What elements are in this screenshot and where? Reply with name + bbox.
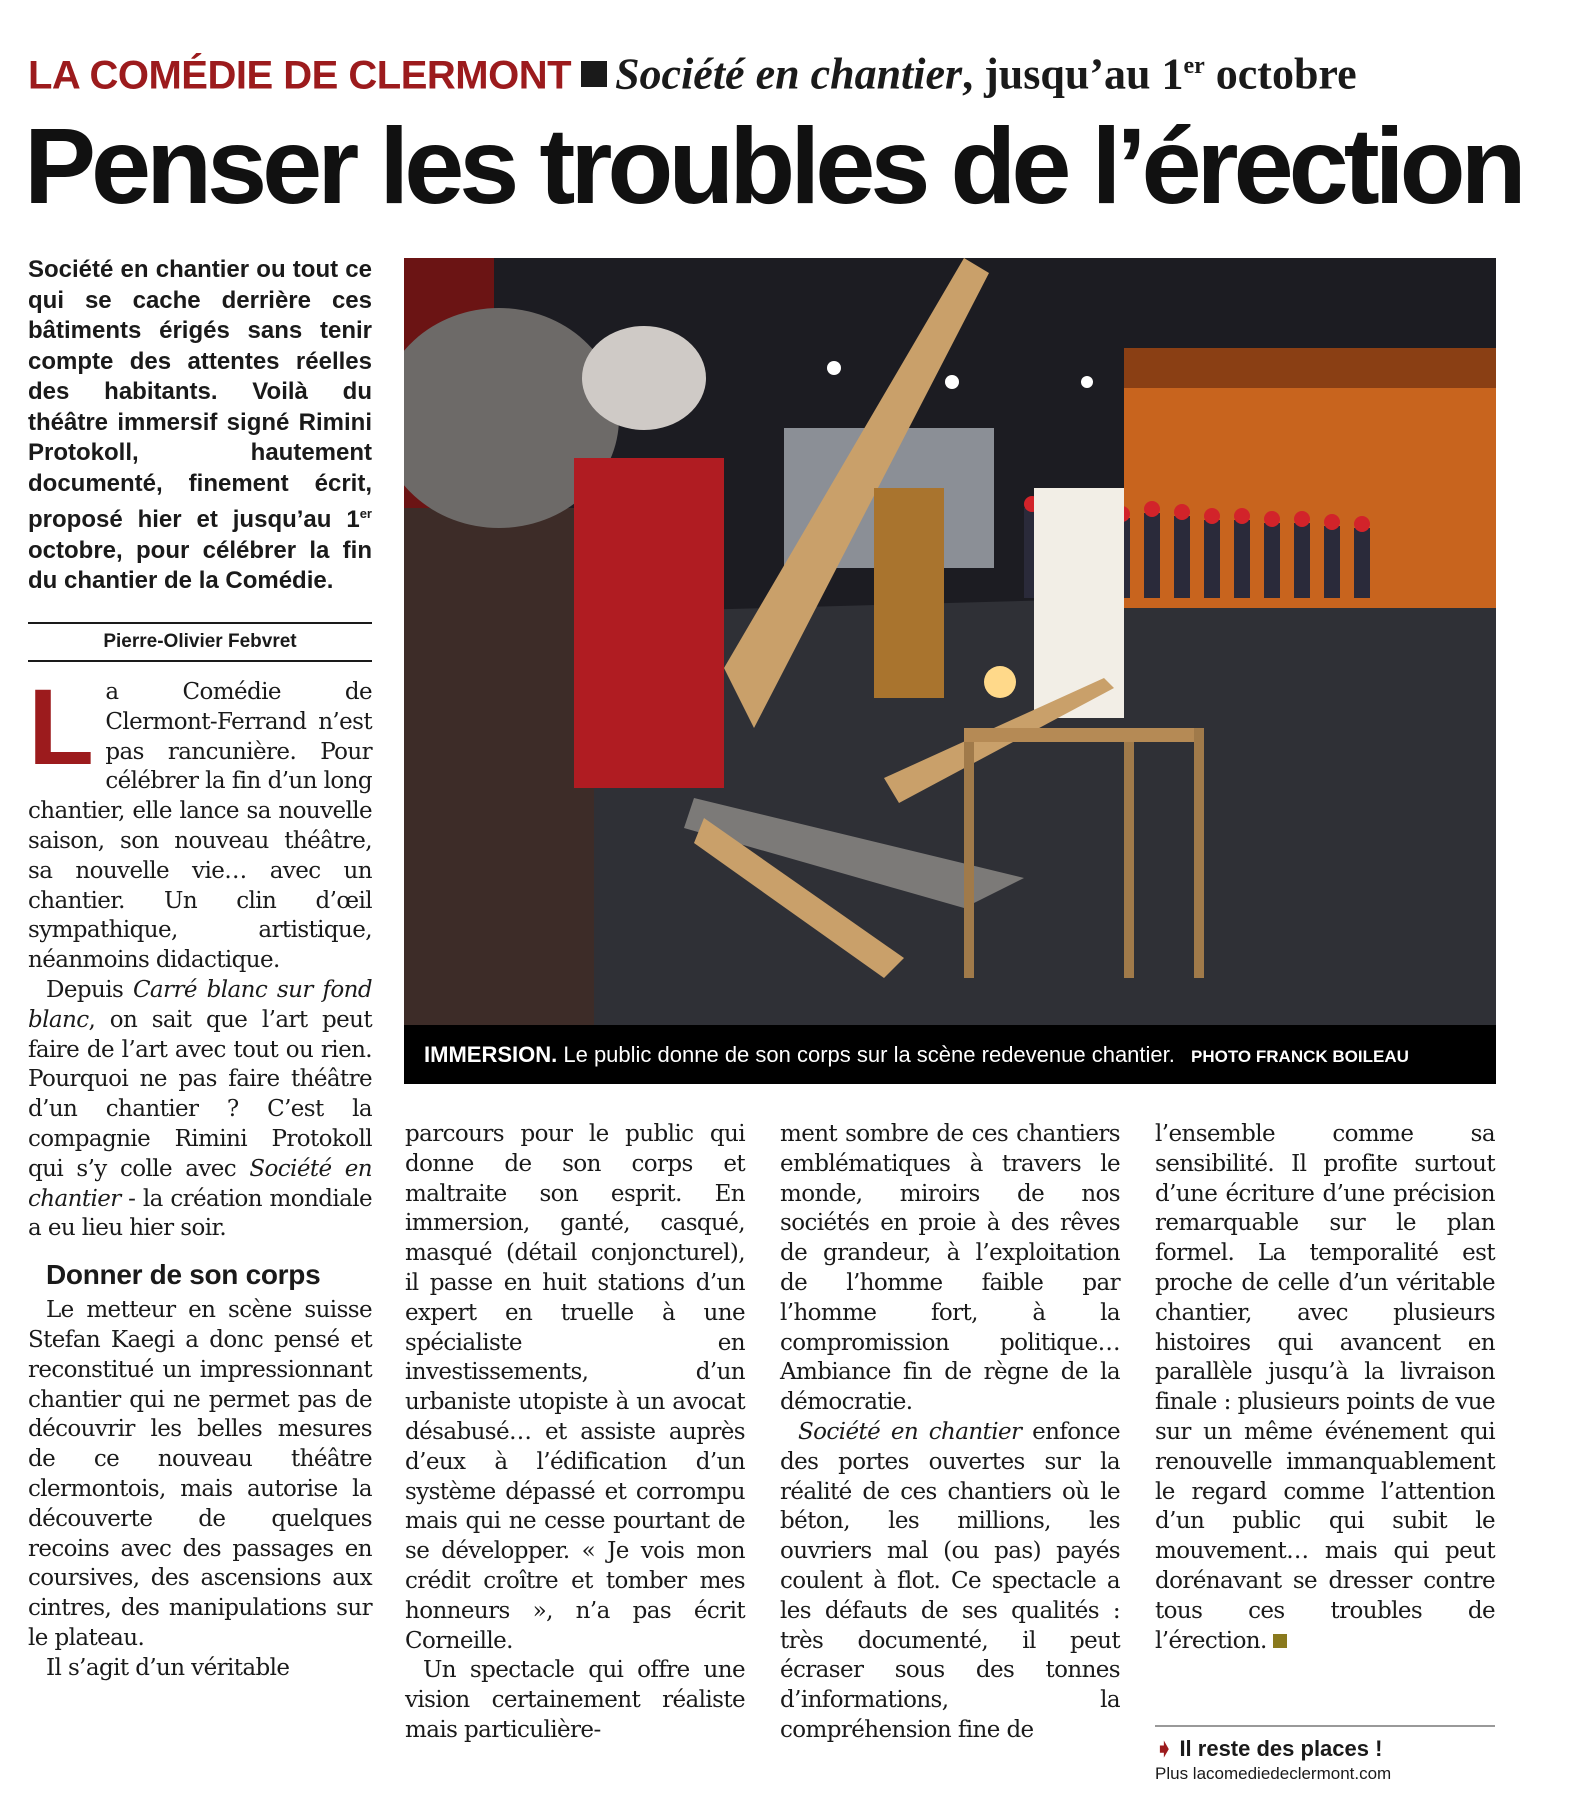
paragraph-3: Le metteur en scène suisse Stefan Kaegi a donc pensé et reconstitué un impressionnant chantier qui ne permet pas de découvrir les belles mesures de ce nouveau théâtre clermontois, mais autorise la découverte de quelques recoins avec des passages en coursives, des ascensions aux cintres, des manipulations sur le plateau. [28,1297,372,1651]
info-rule [1155,1725,1495,1727]
lead-text-end: octobre, pour célébrer la fin du chantier de la Comédie. [28,536,372,594]
photo-credit: PHOTO FRANCK BOILEAU [1191,1047,1409,1066]
column-3-paragraph-2 [780,1418,1120,1746]
lead-paragraph [28,255,372,597]
subheading: Donner de son corps [46,1259,321,1291]
photo-caption [404,1025,1496,1084]
column-2-paragraph-1: parcours pour le public qui donne de son corps et maltraite son esprit. En immersion, ganté, casqué, masqué (détail conjoncturel), il passe en huit stations d’un expert en truelle à une spécialiste en investissements, d’un urbaniste utopiste à un avocat désabusé… et assiste auprès d’eux à l’édification d’un système dépassé et corrompu mais qui ne cesse pourtant de se développer. « Je vois mon crédit croître et tomber mes honneurs », n’a pas écrit Corneille. [405,1121,745,1654]
column-4-text: l’ensemble comme sa sensibilité. Il profite surtout d’une écriture d’une précision remarquable sur le plan formel. La temporalité est proche de celle d’un véritable chantier, avec plusieurs histoires qui avancent en parallèle jusqu’à la livraison finale : plusieurs points de vue sur un même événement qui renouvelle immanquablement le regard comme l’attention d’un public qui subit le mouvement… mais qui peut dorénavant se dresser contre tous ces troubles de l’érection. [1155,1121,1495,1654]
lead-superscript: er [359,506,372,521]
paragraph-1: a Comédie de Clermont-Ferrand n’est pas rancunière. Pour célébrer la fin d’un long chantier, elle lance sa nouvelle saison, son nouveau théâtre, sa nouvelle vie… avec un chantier. Un clin d’œil sympathique, artistique, néanmoins didactique. [28,679,372,974]
column-2 [405,1120,745,1746]
paragraph-2-c: - la création mondiale a eu lieu hier soir. [28,1185,372,1242]
column-4-paragraph-1 [1155,1120,1495,1656]
paragraph-2-a: Depuis [46,976,133,1003]
column-2-paragraph-2: Un spectacle qui offre une vision certainement réaliste mais particulière- [405,1657,745,1743]
paragraph-2 [28,976,372,1244]
section-label: LA COMÉDIE DE CLERMONT [28,53,572,98]
end-of-article-icon [1273,1634,1287,1648]
caption-label: IMMERSION. [424,1042,558,1067]
article-photo [404,258,1496,1084]
theatre-construction-scene [404,258,1496,1084]
square-bullet-icon [581,61,607,87]
artwork-title: Carré blanc sur fond blanc [28,976,372,1033]
show-title-inline: Société en chantier [28,1155,372,1212]
column-4 [1155,1120,1495,1656]
byline-rule-top [28,622,372,624]
column-3-paragraph-1: ment sombre de ces chantiers emblématiques à travers le monde, miroirs de nos sociétés en proie à des rêves de grandeur, à l’exploitation de l’homme faible par l’homme fort, à la compromission politique… Ambiance fin de règne de la démocratie. [780,1121,1120,1416]
ticket-notice-text: Il reste des places ! [1179,1736,1383,1761]
paragraph-2-b: , on sait que l’art peut faire de l’art avec tout ou rien. Pourquoi ne pas faire théâtre d’un chantier ? C’est la compagnie Rimini Protokoll qui s’y colle avec [28,1006,372,1182]
arrow-icon: ➧ [1155,1736,1174,1761]
ticket-notice [1155,1735,1495,1763]
show-title: Société en chantier [615,49,963,99]
drop-cap: L [28,666,94,787]
column-1 [28,666,372,1684]
website-link[interactable]: Plus lacomediedeclermont.com [1155,1764,1392,1783]
headline: Penser les troubles de l’érection [24,105,1522,226]
column-3-paragraph-2-text: enfonce des portes ouvertes sur la réalité de ces chantiers où le béton, les millions, les ouvriers mal (ou pas) payés coulent à flot. Ce spectacle a les défauts de ses qualités : très documenté, il peut écraser sous des tonnes d’informations, la compréhension fine de [780,1418,1120,1743]
byline: Pierre-Olivier Febvret [103,631,297,652]
info-box [1155,1725,1495,1785]
column-3 [780,1120,1120,1746]
date-superscript: er [1183,53,1205,79]
byline-rule-bottom [28,660,372,662]
paragraph-4-start: Il s’agit d’un véritable [46,1654,290,1681]
kicker [28,38,1568,104]
show-title-inline-2: Société en chantier [798,1418,1022,1445]
caption-text: Le public donne de son corps sur la scène redevenue chantier. [563,1042,1175,1067]
date-suffix: octobre [1204,49,1357,99]
date-prefix: , jusqu’au 1 [962,49,1184,99]
lead-text: Société en chantier ou tout ce qui se cache derrière ces bâtiments érigés sans tenir compte des attentes réelles des habitants. Voilà du théâtre immersif signé Rimini Protokoll, hautement documenté, finement écrit, proposé hier et jusqu’au 1 [28,256,372,533]
